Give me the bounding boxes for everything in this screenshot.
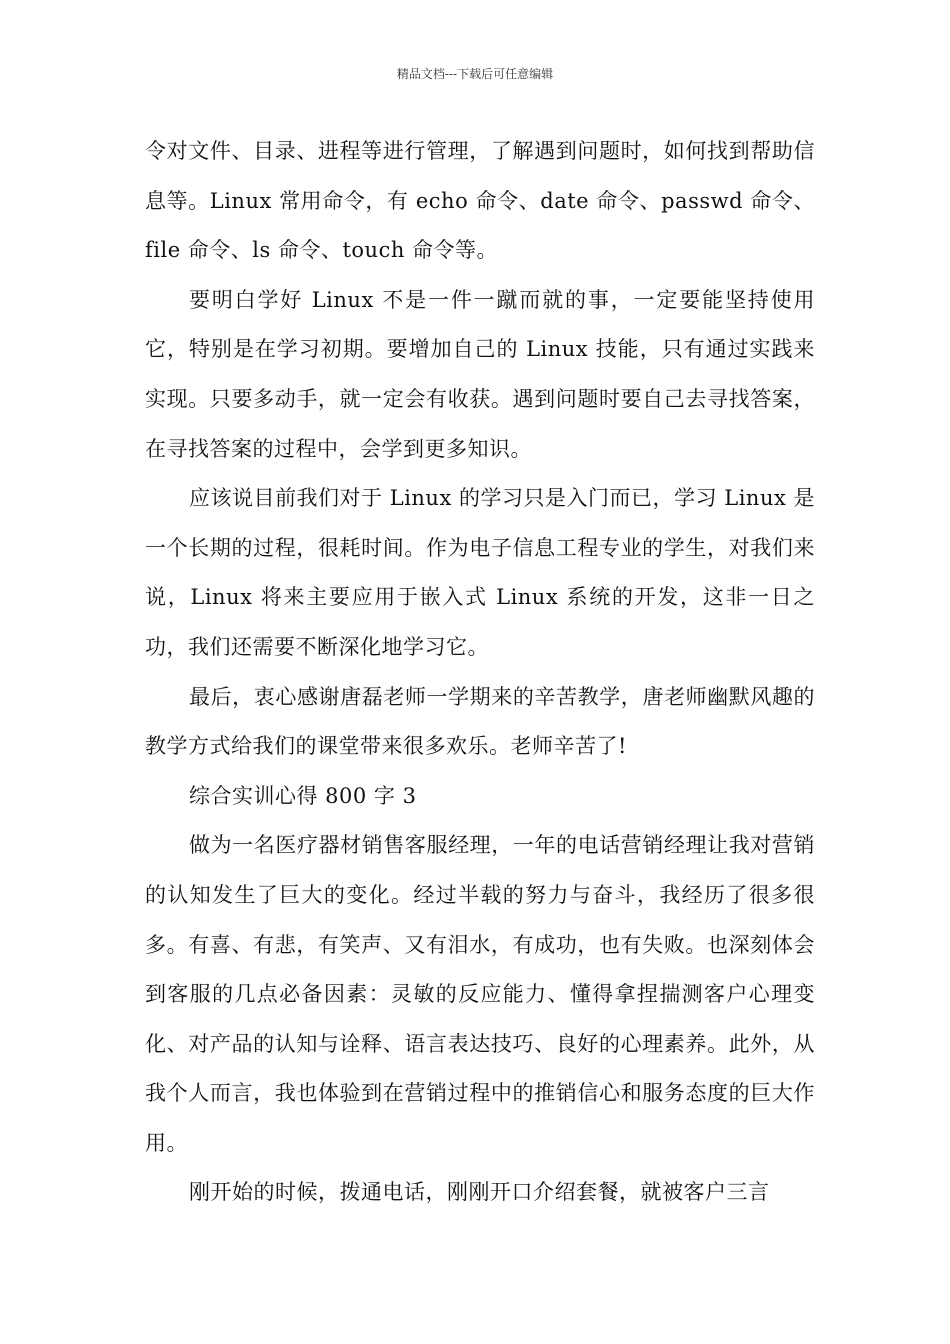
paragraph-linux-long-process: 应该说目前我们对于 Linux 的学习只是入门而已，学习 Linux 是一个长期的过程，很耗时间。作为电子信息工程专业的学生，对我们来说，Linux 将来主要应用于嵌入式 Linux 系统的开发，这非一日之功，我们还需要不断深化地学习它。 bbox=[145, 486, 815, 659]
paragraph-sales-manager: 做为一名医疗器材销售客服经理，一年的电话营销经理让我对营销的认知发生了巨大的变化。经过半载的努力与奋斗，我经历了很多很多。有喜、有悲，有笑声、又有泪水，有成功，也有失败。也深刻体会到客服的几点必备因素：灵敏的反应能力、懂得拿捏揣测客户心理变化、对产品的认知与诠释、语言表达技巧、良好的心理素养。此外，从我个人而言，我也体验到在营销过程中的推销信心和服务态度的巨大作用。 bbox=[145, 833, 815, 1155]
paragraph-learn-linux: 要明白学好 Linux 不是一件一蹴而就的事，一定要能坚持使用它，特别是在学习初期。要增加自己的 Linux 技能，只有通过实践来实现。只要多动手，就一定会有收获。遇到问题时要自己去寻找答案，在寻找答案的过程中，会学到更多知识。 bbox=[145, 287, 815, 461]
paragraph-thanks-teacher: 最后，衷心感谢唐磊老师一学期来的辛苦教学，唐老师幽默风趣的教学方式给我们的课堂带来很多欢乐。老师辛苦了! bbox=[145, 684, 815, 759]
page-header: 精品文档---下载后可任意编辑 bbox=[396, 67, 554, 81]
section-heading: 综合实训心得 800 字 3 bbox=[189, 783, 417, 808]
paragraph-beginning: 刚开始的时候，拨通电话，刚刚开口介绍套餐，就被客户三言 bbox=[189, 1180, 770, 1205]
document-body bbox=[145, 127, 815, 1218]
paragraph-linux-commands: 令对文件、目录、进程等进行管理，了解遇到问题时，如何找到帮助信息等。Linux 常用命令，有 echo 命令、date 命令、passwd 命令、file 命令、ls 命令、touch 命令等。 bbox=[145, 139, 815, 263]
